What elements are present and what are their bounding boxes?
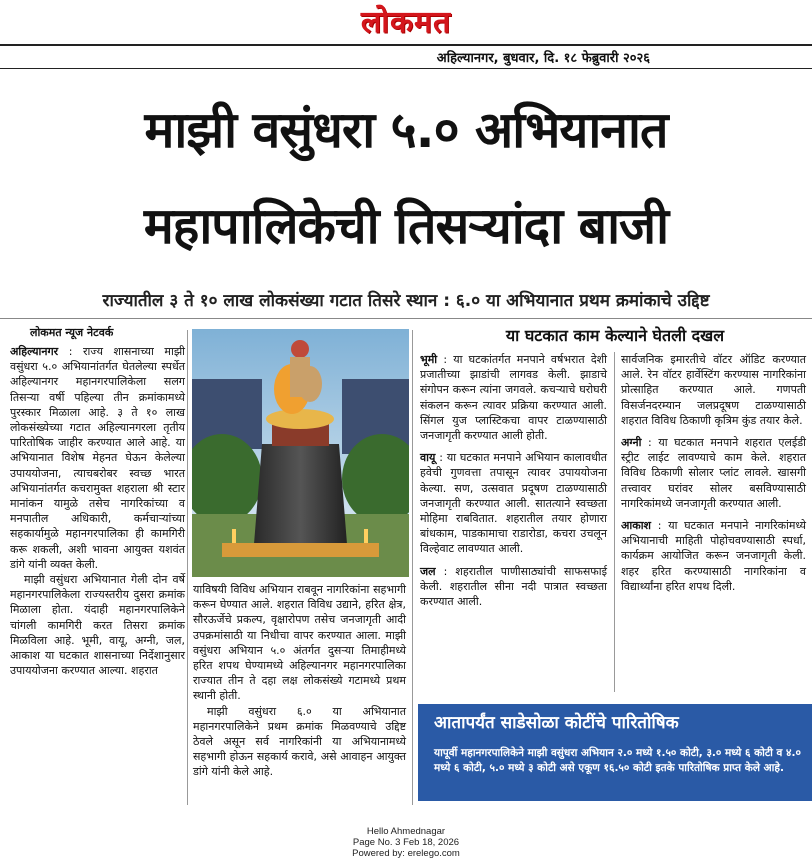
- vayu-label: वायू: [420, 451, 436, 465]
- bhumi-label: भूमी: [420, 353, 438, 366]
- column-divider-1: [187, 330, 188, 805]
- column-divider-2: [412, 330, 413, 805]
- footer-publication: Hello Ahmednagar: [366, 826, 446, 837]
- masthead-rule: [0, 44, 812, 46]
- jal-text: : शहरातील पाणीसाठ्यांची साफसफाई केली. शहरातील सीना नदी पात्रात स्वच्छता करण्यात आली.: [420, 564, 607, 609]
- headline-line-1: माझी वसुंधरा ५.० अभियानात: [144, 101, 668, 159]
- prize-info-box: [418, 704, 812, 801]
- sidebar-divider: [614, 352, 615, 692]
- masthead: [0, 0, 812, 44]
- article-paragraph-3: याविषयी विविध अभियान राबवून नागरिकांना सहभागी करून घेण्यात आले. शहरात विविध उद्याने, हरित क्षेत्र, सौरऊर्जेचे प्रकल्प, वृक्षारोपण तसेच जनजागृती आदी उपक्रमांसाठी या निधीचा वापर करण्यात आला. माझी वसुंधरा अभियान ५.० अंतर्गत दुसऱ्या तिमाहीमध्ये हरित शपथ घेण्यामध्ये अहिल्यानगर महानगरपालिका राज्यात तीन ते दहा लक्ष लोकसंख्ये गटामध्ये प्रथम स्थानी होती.: [193, 583, 406, 703]
- agni-text: : या घटकात मनपाने शहरात एलईडी स्ट्रीट लाईट लावण्याचे काम केले. शहरात विविध ठिकाणी सोलार प्लांट लावले. खासगी तत्त्वावर घरांवर सोलर बसविण्यासाठी नागरिकांमध्ये जनजागृती करण्यात आली.: [621, 436, 806, 510]
- footer-powered-by: Powered by: erelego.com: [352, 848, 460, 859]
- subhead-rule: [0, 318, 812, 319]
- byline: लोकमत न्यूज नेटवर्क: [30, 326, 114, 339]
- akash-label: आकाश: [621, 519, 652, 533]
- monument-illustration-icon: [192, 329, 409, 577]
- agni-label: अग्नी: [621, 436, 642, 450]
- lokmat-logo: लोकमत: [360, 5, 452, 40]
- sidebar-heading: या घटकात काम केल्याने घेतली दखल: [505, 326, 725, 345]
- headline-line-2: महापालिकेची तिसऱ्यांदा बाजी: [143, 197, 669, 255]
- jal-continued-text: सार्वजनिक इमारतीचे वॉटर ऑडिट करण्यात आले. रेन वॉटर हार्वेस्टिंग करण्यास नागरिकांना प्रोत्साहित करण्यात आले. गणपती विसर्जनदरम्यान जलप्रदूषण टाळण्यासाठी शहरात विविध ठिकाणी कृत्रिम कुंड तयार केले.: [621, 353, 806, 427]
- article-dateline-place: अहिल्यानगर: [10, 345, 59, 358]
- prize-box-heading: आतापर्यंत साडेसोळा कोटींचे पारितोषिक: [434, 713, 679, 733]
- sidebar-column-right: [621, 352, 806, 594]
- page-footer: [0, 826, 812, 859]
- bhumi-text: : या घटकांतर्गत मनपाने वर्षभरात देशी प्रजातीच्या झाडांची लागवड केली. झाडाचे संगोपन करून त्यांना जगवले. कचऱ्याचे घरोघरी संकलन करून त्यावर प्रक्रिया करण्यात आली. सिंगल युज प्लास्टिकचा वापर टाळण्यासाठी जनजागृती करण्यात आली होती.: [420, 353, 607, 443]
- dateline-rule: [0, 68, 812, 69]
- memorial-monument-photo: [192, 329, 409, 577]
- article-column-1: [10, 344, 185, 678]
- article-paragraph-4: माझी वसुंधरा ६.० या अभियानात महानगरपालिकेने प्रथम क्रमांक मिळवण्याचे उद्दिष्ट ठेवले असून सर्व नागरिकांनी या अभियानामध्ये सहभागी होऊन सहकार्य करावे, असे आवाहन आयुक्त डांगे यांनी केले आहे.: [193, 704, 406, 779]
- article-paragraph-1: : राज्य शासनाच्या माझी वसुंधरा ५.० अभियानांतर्गत घेतलेल्या स्पर्धेत अहिल्यानगर महानगरपालिकेला सलग तिसऱ्या वर्षी पहिल्या तीन क्रमांकामध्ये पुरस्कार मिळाला आहे. ३ ते १० लाख लोकसंख्येच्या गटात अहिल्यानगरला तृतीय पारितोषिक जाहीर करण्यात आले आहे. या अभियानात विशेष मेहनत घेऊन केलेल्या उपाययोजना, त्याचबरोबर स्वच्छ भारत अभियानांतर्गत कचरामुक्त शहराला श्री स्टार मानांकन यामुळे तसेच नागरिकांच्या व मनपातील अधिकारी, कर्मचाऱ्यांच्या सहकार्यामुळे महानगरपालिका ही कामगिरी करू शकली, अशी भावना आयुक्त यशवंत डांगे यांनी व्यक्त केली.: [10, 345, 185, 571]
- prize-box-text: यापूर्वी महानगरपालिकेने माझी वसुंधरा अभियान २.० मध्ये १.५० कोटी, ३.० मध्ये ६ कोटी व ४.० मध्ये ६ कोटी, ५.० मध्ये ३ कोटी असे एकूण १६.५० कोटी इतके पारितोषिक प्राप्त केले आहे.: [434, 747, 801, 774]
- article-paragraph-2: माझी वसुंधरा अभियानात गेली दोन वर्षे महानगरपालिकेला राज्यस्तरीय दुसरा क्रमांक मिळाला होता. यंदाही महानगरपालिकेने चांगली कामगिरी करत तिसरा क्रमांक मिळविला आहे. भूमी, वायू, अग्नी, जल, आकाश या घटकात शासनाच्या निर्देशानुसार उपाययोजना करण्यात आल्या. शहरात: [10, 573, 185, 678]
- vayu-text: : या घटकात मनपाने अभियान कालावधीत हवेची गुणवत्ता तपासून त्यावर उपाययोजना केल्या. सण, उत्सवात प्रदूषण टाळण्यासाठी जनजागृती करण्यात आली. सातत्याने स्वच्छता मोहिमा राबवितात. शहरातील तयार होणारा बांधकाम, पाडकामाचा राडारोडा, कचरा उचलून विल्हेवाट लावण्यात आली.: [420, 451, 607, 556]
- article-column-2: [193, 582, 406, 780]
- jal-label: जल: [420, 564, 436, 578]
- sidebar-column-left: [420, 352, 607, 609]
- footer-page-date: Page No. 3 Feb 18, 2026: [352, 837, 460, 848]
- dateline: अहिल्यानगर, बुधवार, दि. १८ फेब्रुवारी २०२६: [436, 51, 650, 66]
- akash-text: : या घटकात मनपाने नागरिकांमध्ये अभियानाची माहिती पोहोचवण्यासाठी स्पर्धा, कार्यक्रम आयोजित करून जनजागृती केली. शहर हरित करण्यासाठी नागरिकांना व विद्यार्थ्यांना हरित शपथ दिली.: [621, 519, 806, 593]
- subheadline: राज्यातील ३ ते १० लाख लोकसंख्या गटात तिसरे स्थान : ६.० या अभियानात प्रथम क्रमांकाचे उद्दिष्ट: [102, 291, 710, 311]
